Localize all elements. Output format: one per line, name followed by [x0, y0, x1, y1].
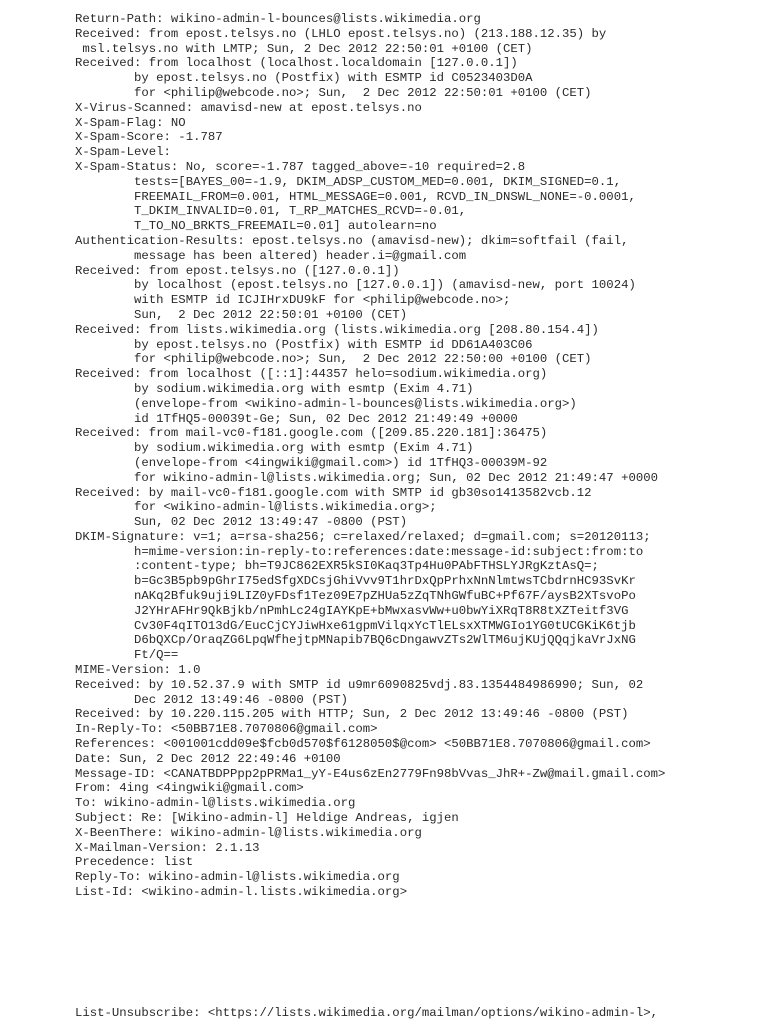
header-line: Precedence: list: [75, 855, 194, 870]
header-line: Received: from mail-vc0-f181.google.com ([209.85.220.181]:36475): [75, 426, 548, 441]
header-line: by sodium.wikimedia.org with esmtp (Exim 4.71): [75, 381, 474, 396]
header-line: Reply-To: wikino-admin-l@lists.wikimedia.org: [75, 870, 400, 885]
header-line: Received: from lists.wikimedia.org (lists.wikimedia.org [208.80.154.4]): [75, 322, 599, 337]
header-line: X-Spam-Level:: [75, 145, 171, 160]
header-line: (envelope-from <4ingwiki@gmail.com>) id 1TfHQ3-00039M-92: [75, 455, 548, 470]
header-line: h=mime-version:in-reply-to:references:date:message-id:subject:from:to: [75, 544, 644, 559]
header-line: DKIM-Signature: v=1; a=rsa-sha256; c=relaxed/relaxed; d=gmail.com; s=20120113;: [75, 529, 651, 544]
header-line: :content-type; bh=T9JC862EXR5kSI0Kaq3Tp4Hu0PAbFTHSLYJRgKztAsQ=;: [75, 559, 599, 574]
header-line: Received: from epost.telsys.no (LHLO epost.telsys.no) (213.188.12.35) by: [75, 26, 607, 41]
header-line: Message-ID: <CANATBDPPpp2pPRMa1_yY-E4us6zEn2779Fn98bVvas_JhR+-Zw@mail.gmail.com>: [75, 766, 666, 781]
header-line: X-Spam-Status: No, score=-1.787 tagged_above=-10 required=2.8: [75, 159, 526, 174]
header-line: X-Spam-Score: -1.787: [75, 130, 223, 145]
header-line: id 1TfHQ5-00039t-Ge; Sun, 02 Dec 2012 21:49:49 +0000: [75, 411, 518, 426]
header-line: msl.telsys.no with LMTP; Sun, 2 Dec 2012 22:50:01 +0100 (CET): [75, 41, 533, 56]
header-line: To: wikino-admin-l@lists.wikimedia.org: [75, 796, 356, 811]
header-line: D6bQXCp/OraqZG6LpqWfhejtpMNapib7BQ6cDngawvZTs2WlTM6ujKUjQQqjkaVrJxNG: [75, 633, 636, 648]
header-line: X-Spam-Flag: NO: [75, 115, 186, 130]
email-headers-block: [75, 12, 765, 900]
header-line: MIME-Version: 1.0: [75, 663, 201, 678]
header-line: by epost.telsys.no (Postfix) with ESMTP id DD61A403C06: [75, 337, 533, 352]
header-line: Received: by mail-vc0-f181.google.com with SMTP id gb30so1413582vcb.12: [75, 485, 592, 500]
header-line: Authentication-Results: epost.telsys.no (amavisd-new); dkim=softfail (fail,: [75, 233, 629, 248]
header-line: J2YHrAFHr9QkBjkb/nPmhLc24gIAYKpE+bMwxasvWw+u0bwYiXRqT8R8tXZTeitf3VG: [75, 603, 629, 618]
header-line: with ESMTP id ICJIHrxDU9kF for <philip@webcode.no>;: [75, 293, 511, 308]
header-line: Received: from localhost ([::1]:44357 helo=sodium.wikimedia.org): [75, 367, 548, 382]
header-line: by localhost (epost.telsys.no [127.0.0.1]) (amavisd-new, port 10024): [75, 278, 636, 293]
header-line: T_TO_NO_BRKTS_FREEMAIL=0.01] autolearn=no: [75, 219, 437, 234]
header-line: for <philip@webcode.no>; Sun, 2 Dec 2012 22:50:00 +0100 (CET): [75, 352, 592, 367]
header-line: Subject: Re: [Wikino-admin-l] Heldige Andreas, igjen: [75, 811, 459, 826]
header-line: Sun, 02 Dec 2012 13:49:47 -0800 (PST): [75, 515, 408, 530]
header-line: message has been altered) header.i=@gmail.com: [75, 248, 467, 263]
header-line: Received: from localhost (localhost.localdomain [127.0.0.1]): [75, 56, 518, 71]
header-line: for <wikino-admin-l@lists.wikimedia.org>;: [75, 500, 437, 515]
header-line: Dec 2012 13:49:46 -0800 (PST): [75, 692, 349, 707]
header-line: FREEMAIL_FROM=0.001, HTML_MESSAGE=0.001, RCVD_IN_DNSWL_NONE=-0.0001,: [75, 189, 636, 204]
header-line: T_DKIM_INVALID=0.01, T_RP_MATCHES_RCVD=-0.01,: [75, 204, 467, 219]
header-line: by sodium.wikimedia.org with esmtp (Exim 4.71): [75, 441, 474, 456]
header-line: Received: from epost.telsys.no ([127.0.0.1]): [75, 263, 400, 278]
header-line: Received: by 10.52.37.9 with SMTP id u9mr6090825vdj.83.1354484986990; Sun, 02: [75, 677, 644, 692]
header-line: X-BeenThere: wikino-admin-l@lists.wikimedia.org: [75, 825, 422, 840]
header-line: (envelope-from <wikino-admin-l-bounces@lists.wikimedia.org>): [75, 396, 577, 411]
header-line: tests=[BAYES_00=-1.9, DKIM_ADSP_CUSTOM_MED=0.001, DKIM_SIGNED=0.1,: [75, 174, 622, 189]
header-line: Return-Path: wikino-admin-l-bounces@lists.wikimedia.org: [75, 12, 481, 26]
header-line: Ft/Q==: [75, 648, 179, 663]
header-line: From: 4ing <4ingwiki@gmail.com>: [75, 781, 304, 796]
header-line: In-Reply-To: <50BB71E8.7070806@gmail.com>: [75, 722, 378, 737]
header-line: nAKq2Bfuk9uji9LIZ0yFDsf1Tez09E7pZHUa5zZqTNhGWfuBC+Pf67F/aysB2XTsvoPo: [75, 589, 636, 604]
header-line: X-Mailman-Version: 2.1.13: [75, 840, 260, 855]
header-line: Date: Sun, 2 Dec 2012 22:49:46 +0100: [75, 751, 341, 766]
header-line: Cv30F4qITO13dG/EucCjCYJiwHxe61gpmVilqxYcTlELsxXTMWGIo1YG0tUCGKiK6tjb: [75, 618, 636, 633]
header-line: X-Virus-Scanned: amavisd-new at epost.telsys.no: [75, 100, 422, 115]
header-line: References: <001001cdd09e$fcb0d570$f6128050$@com> <50BB71E8.7070806@gmail.com>: [75, 737, 651, 752]
header-line: Sun, 2 Dec 2012 22:50:01 +0100 (CET): [75, 307, 408, 322]
header-line: b=Gc3B5pb9pGhrI75edSfgXDCsjGhiVvv9T1hrDxQpPrhxNnNlmtwsTCbdrnHC93SvKr: [75, 574, 636, 589]
header-line: for wikino-admin-l@lists.wikimedia.org; Sun, 02 Dec 2012 21:49:47 +0000: [75, 470, 658, 485]
list-unsubscribe-line: List-Unsubscribe: <https://lists.wikimedia.org/mailman/options/wikino-admin-l>,: [75, 1006, 658, 1020]
header-line: for <philip@webcode.no>; Sun, 2 Dec 2012 22:50:01 +0100 (CET): [75, 85, 592, 100]
header-line: List-Id: <wikino-admin-l.lists.wikimedia.org>: [75, 885, 408, 900]
header-line: Received: by 10.220.115.205 with HTTP; Sun, 2 Dec 2012 13:49:46 -0800 (PST): [75, 707, 629, 722]
header-line: by epost.telsys.no (Postfix) with ESMTP id C0523403D0A: [75, 71, 533, 86]
